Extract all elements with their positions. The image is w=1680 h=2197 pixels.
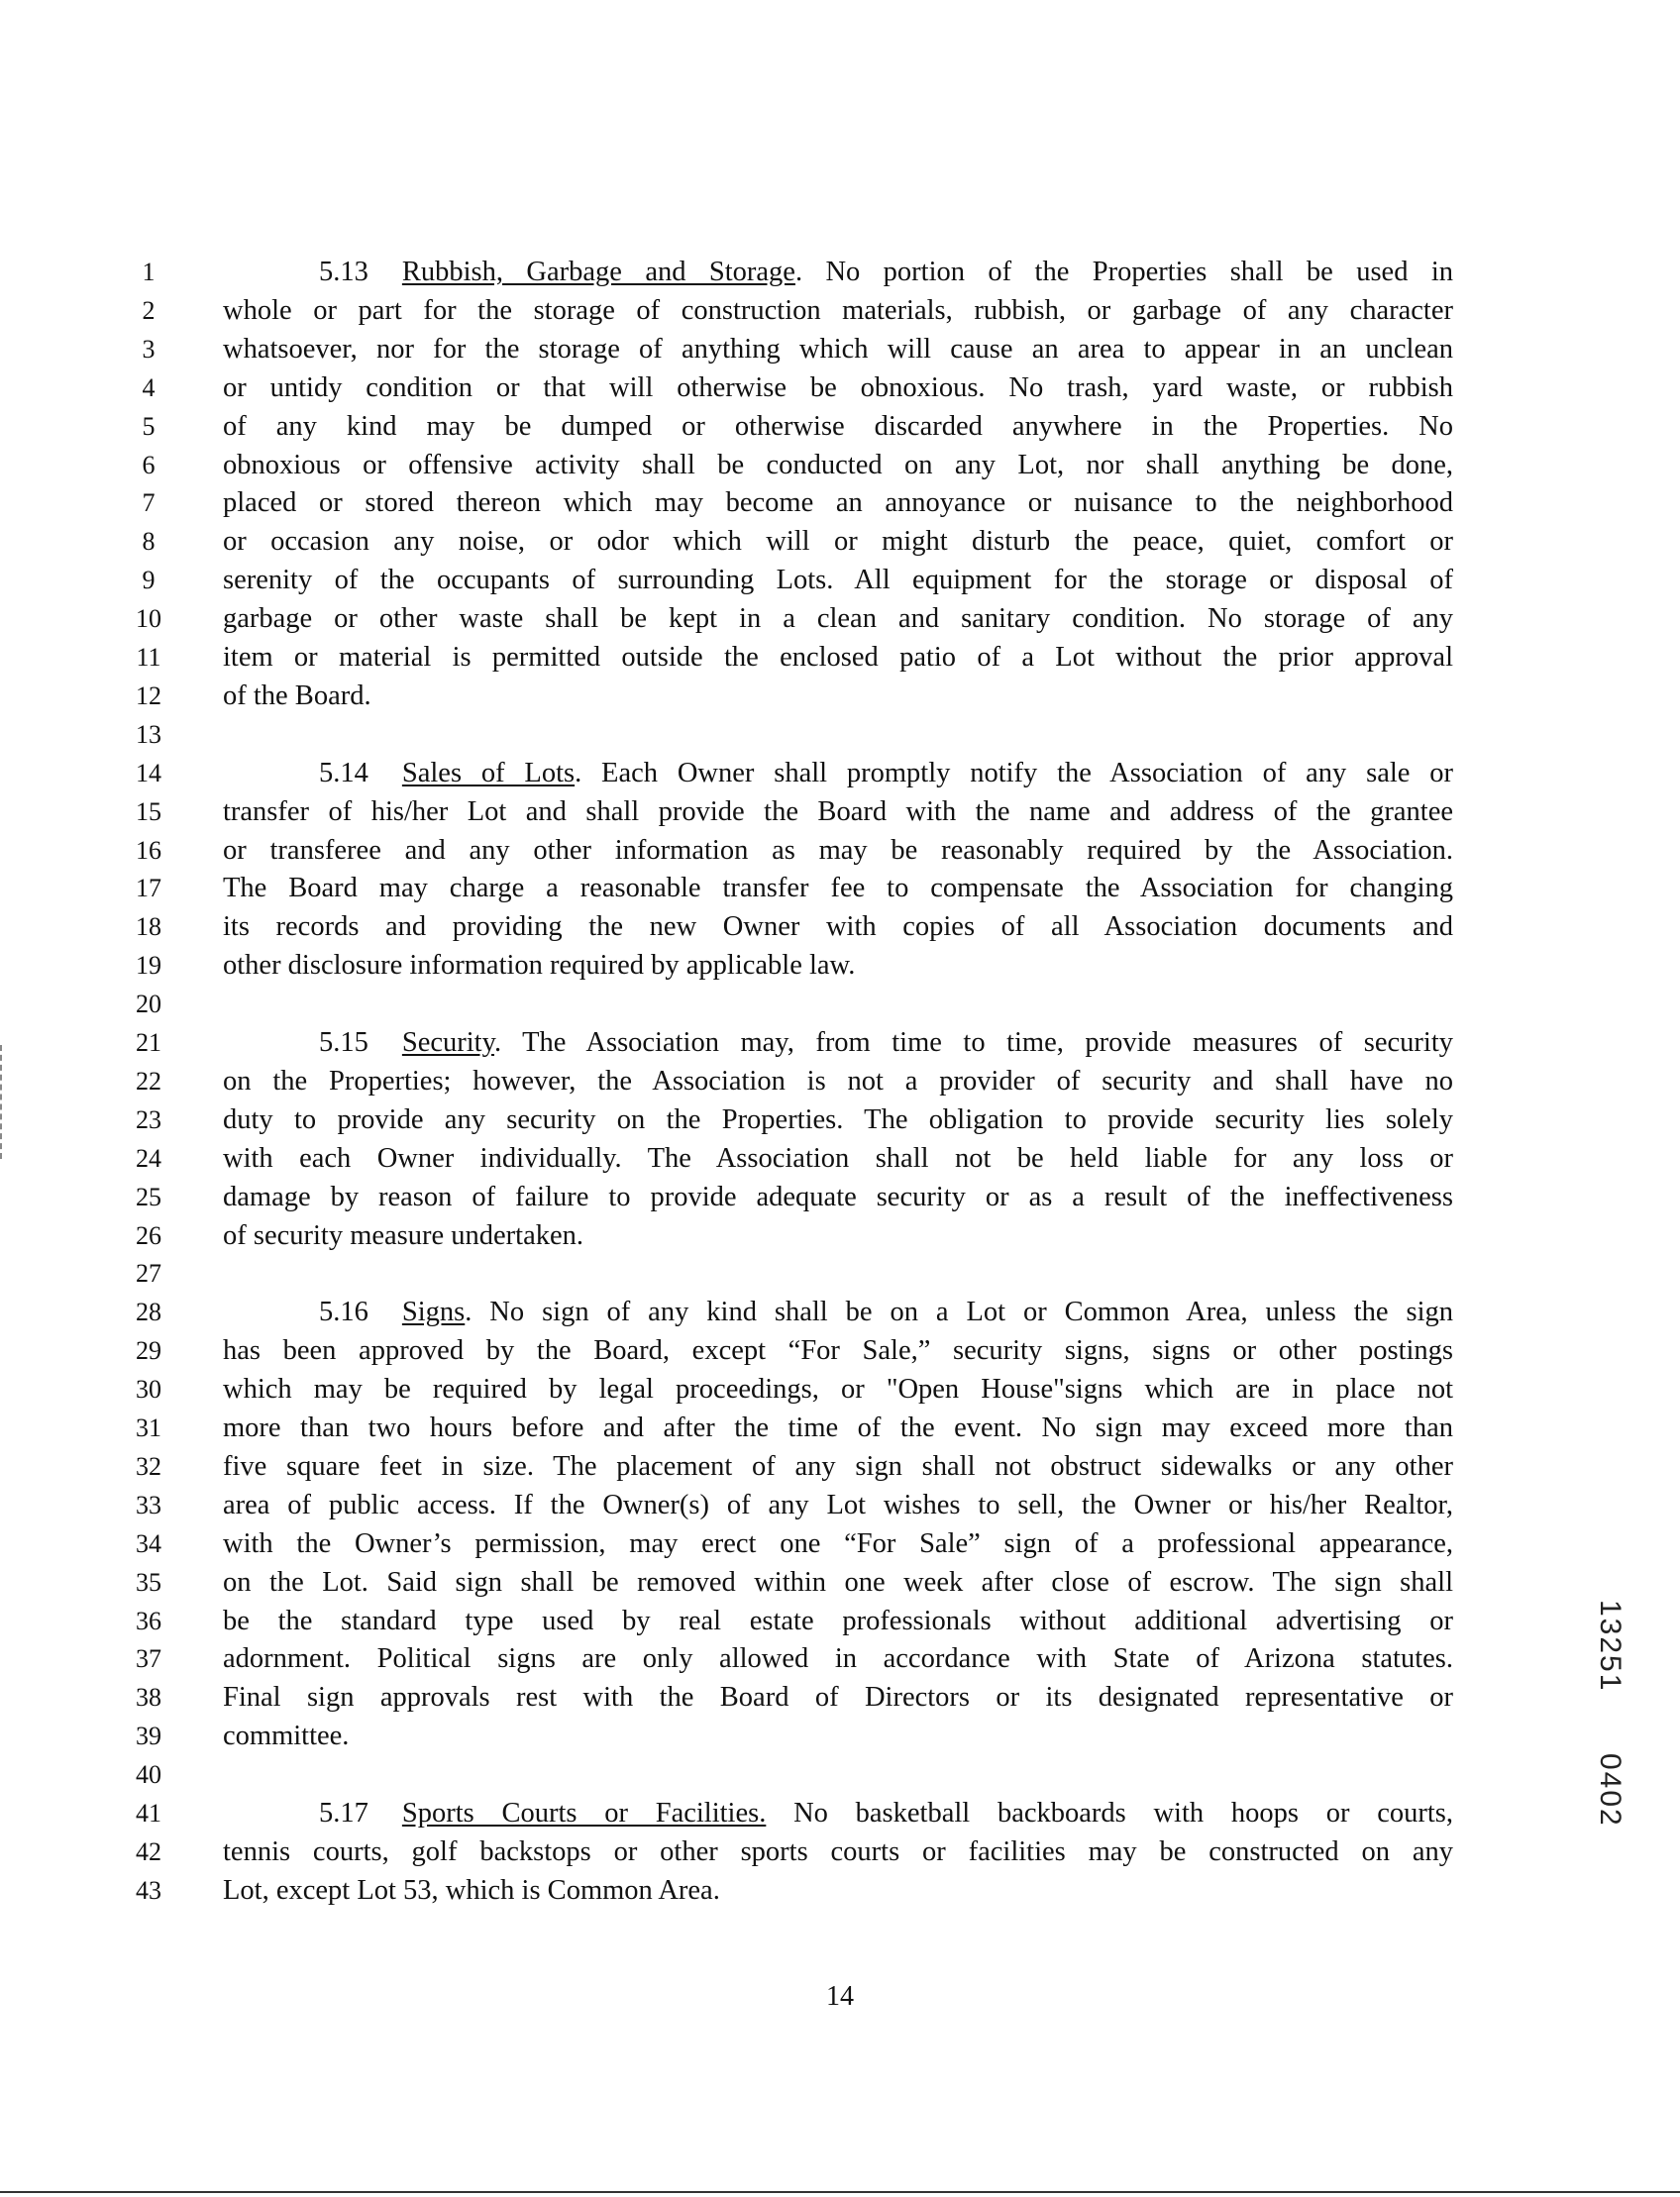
document-line xyxy=(0,946,1680,985)
line-number: 7 xyxy=(142,488,156,518)
line-number: 20 xyxy=(136,990,161,1019)
document-line xyxy=(0,754,1680,792)
line-text xyxy=(319,1794,1453,1832)
line-text: which may be required by legal proceedings, or "Open House"signs which are in place not xyxy=(223,1374,1453,1406)
scan-edge-mark xyxy=(0,1045,4,1159)
line-number: 15 xyxy=(136,796,161,826)
line-text: or occasion any noise, or odor which will or might disturb the peace, quiet, comfort or xyxy=(223,526,1453,558)
line-text: placed or stored thereon which may become an annoyance or nuisance to the neighborhood xyxy=(223,487,1453,519)
line-number: 10 xyxy=(136,604,161,634)
line-number: 18 xyxy=(136,912,161,942)
line-text: its records and providing the new Owner with copies of all Association documents and xyxy=(223,911,1453,943)
document-line xyxy=(0,1871,1680,1910)
document-line xyxy=(0,1331,1680,1370)
section-number: 5.15 xyxy=(319,1027,368,1058)
line-number: 22 xyxy=(136,1066,161,1096)
document-line xyxy=(0,1717,1680,1755)
line-number: 43 xyxy=(136,1875,161,1905)
line-number: 33 xyxy=(136,1490,161,1519)
line-text: whatsoever, nor for the storage of anything which will cause an area to appear in an unclean xyxy=(223,333,1453,365)
line-number: 4 xyxy=(142,372,156,402)
line-text xyxy=(319,1023,1453,1062)
line-number: 31 xyxy=(136,1413,161,1442)
line-text: or untidy condition or that will otherwise be obnoxious. No trash, yard waste, or rubbish xyxy=(223,371,1453,403)
line-number: 32 xyxy=(136,1451,161,1481)
document-line xyxy=(0,1100,1680,1139)
line-number: 14 xyxy=(136,758,161,787)
line-number: 1 xyxy=(142,258,156,286)
document-line xyxy=(0,1602,1680,1640)
section-heading: Security xyxy=(401,1027,495,1058)
section-heading: Rubbish, Garbage and Storage xyxy=(401,257,795,287)
document-line xyxy=(0,985,1680,1023)
line-text: with the Owner’s permission, may erect one “For Sale” sign of a professional appearance, xyxy=(223,1527,1453,1559)
line-text: area of public access. If the Owner(s) of any Lot wishes to sell, the Owner or his/her Realtor, xyxy=(223,1489,1453,1520)
line-text: obnoxious or offensive activity shall be conducted on any Lot, nor shall anything be done, xyxy=(223,449,1453,480)
line-text: committee. xyxy=(223,1721,350,1752)
line-number: 26 xyxy=(136,1220,161,1250)
line-number: 23 xyxy=(136,1104,161,1134)
line-text: garbage or other waste shall be kept in a clean and sanitary condition. No storage of any xyxy=(223,603,1453,635)
document-line xyxy=(0,1409,1680,1447)
document-line xyxy=(0,1293,1680,1331)
document-line xyxy=(0,638,1680,677)
line-text: five square feet in size. The placement of any sign shall not obstruct sidewalks or any other xyxy=(223,1450,1453,1482)
document-line xyxy=(0,253,1680,291)
line-number: 36 xyxy=(136,1606,161,1635)
line-text: more than two hours before and after the time of the event. No sign may exceed more than xyxy=(223,1412,1453,1443)
line-number: 35 xyxy=(136,1567,161,1597)
line-number: 8 xyxy=(142,527,156,557)
line-text: of security measure undertaken. xyxy=(223,1219,584,1251)
document-line xyxy=(0,1023,1680,1062)
document-line xyxy=(0,330,1680,368)
section-body-text: No basketball backboards with hoops or courts, xyxy=(766,1798,1453,1829)
line-text: whole or part for the storage of construction materials, rubbish, or garbage of any character xyxy=(223,294,1453,326)
document-line xyxy=(0,1178,1680,1216)
document-line xyxy=(0,368,1680,407)
document-line xyxy=(0,1254,1680,1293)
document-line xyxy=(0,1139,1680,1178)
line-text: adornment. Political signs are only allowed in accordance with State of Arizona statutes. xyxy=(223,1643,1453,1675)
line-number: 29 xyxy=(136,1336,161,1366)
line-number: 12 xyxy=(136,680,161,710)
recording-stamp xyxy=(1595,1600,1625,1828)
document-line xyxy=(0,831,1680,870)
recording-stamp-part: 0402 xyxy=(1594,1753,1627,1829)
line-text: The Board may charge a reasonable transfer fee to compensate the Association for changing xyxy=(223,873,1453,904)
line-text: transfer of his/her Lot and shall provide the Board with the name and address of the grantee xyxy=(223,795,1453,827)
line-text: with each Owner individually. The Association shall not be held liable for any loss or xyxy=(223,1142,1453,1174)
document-line xyxy=(0,715,1680,754)
line-number: 16 xyxy=(136,835,161,865)
document-line xyxy=(0,1062,1680,1100)
section-heading: Sports Courts or Facilities. xyxy=(401,1798,767,1829)
line-text xyxy=(319,1293,1453,1331)
document-line xyxy=(0,483,1680,522)
line-number: 41 xyxy=(136,1799,161,1828)
line-text xyxy=(319,253,1453,291)
document-line xyxy=(0,599,1680,638)
line-number: 28 xyxy=(136,1298,161,1327)
line-number: 6 xyxy=(142,450,156,479)
document-line xyxy=(0,907,1680,946)
page-number: 14 xyxy=(826,1981,854,2012)
section-heading: Signs xyxy=(401,1297,466,1328)
document-line xyxy=(0,1832,1680,1871)
document-line xyxy=(0,1563,1680,1602)
line-text: Final sign approvals rest with the Board of Directors or its designated representative or xyxy=(223,1682,1453,1714)
document-line xyxy=(0,407,1680,446)
line-number: 27 xyxy=(136,1259,161,1289)
document-line xyxy=(0,446,1680,484)
line-number: 11 xyxy=(136,643,161,672)
line-number: 40 xyxy=(136,1760,161,1790)
document-line xyxy=(0,1639,1680,1678)
section-body-text: . No sign of any kind shall be on a Lot or Common Area, unless the sign xyxy=(465,1297,1453,1328)
scan-bottom-edge xyxy=(0,2191,1680,2193)
document-line xyxy=(0,1794,1680,1832)
document-line xyxy=(0,1678,1680,1717)
line-text: of the Board. xyxy=(223,680,371,711)
line-text: Lot, except Lot 53, which is Common Area. xyxy=(223,1874,720,1906)
document-line xyxy=(0,1755,1680,1794)
line-text: damage by reason of failure to provide adequate security or as a result of the ineffectiveness xyxy=(223,1181,1453,1212)
line-number: 34 xyxy=(136,1528,161,1558)
line-text: be the standard type used by real estate professionals without additional advertising or xyxy=(223,1605,1453,1636)
section-number: 5.16 xyxy=(319,1297,368,1328)
line-text: of any kind may be dumped or otherwise discarded anywhere in the Properties. No xyxy=(223,410,1453,442)
line-number: 19 xyxy=(136,951,161,981)
line-text: tennis courts, golf backstops or other sports courts or facilities may be constructed on any xyxy=(223,1835,1453,1867)
line-text: duty to provide any security on the Properties. The obligation to provide security lies solely xyxy=(223,1103,1453,1135)
document-line xyxy=(0,869,1680,907)
document-line xyxy=(0,1216,1680,1255)
document-line xyxy=(0,792,1680,831)
line-number: 38 xyxy=(136,1683,161,1713)
line-text: serenity of the occupants of surrounding Lots. All equipment for the storage or disposal of xyxy=(223,565,1453,596)
line-text: has been approved by the Board, except “For Sale,” security signs, signs or other postings xyxy=(223,1335,1453,1367)
line-number: 13 xyxy=(136,719,161,749)
section-body-text: . The Association may, from time to time, provide measures of security xyxy=(494,1027,1453,1058)
document-line xyxy=(0,1524,1680,1563)
document-line xyxy=(0,677,1680,715)
section-number: 5.14 xyxy=(319,757,368,788)
document-line xyxy=(0,291,1680,330)
line-text: item or material is permitted outside the enclosed patio of a Lot without the prior approval xyxy=(223,642,1453,673)
line-number: 42 xyxy=(136,1836,161,1866)
document-line xyxy=(0,561,1680,599)
line-number: 39 xyxy=(136,1722,161,1751)
line-number: 24 xyxy=(136,1143,161,1173)
document-line xyxy=(0,1447,1680,1486)
line-text: on the Properties; however, the Association is not a provider of security and shall have no xyxy=(223,1065,1453,1097)
line-number: 5 xyxy=(142,411,156,441)
line-number: 37 xyxy=(136,1644,161,1674)
line-number: 21 xyxy=(136,1028,161,1057)
line-number: 9 xyxy=(142,566,156,595)
line-text: or transferee and any other information as may be reasonably required by the Association. xyxy=(223,834,1453,866)
line-number: 2 xyxy=(142,295,156,325)
line-text: on the Lot. Said sign shall be removed within one week after close of escrow. The sign shall xyxy=(223,1566,1453,1598)
line-text xyxy=(319,754,1453,792)
line-number: 30 xyxy=(136,1375,161,1405)
section-body-text: . No portion of the Properties shall be used in xyxy=(794,257,1454,287)
document-line xyxy=(0,1370,1680,1409)
document-line xyxy=(0,1486,1680,1524)
section-number: 5.17 xyxy=(319,1798,368,1829)
document-line xyxy=(0,522,1680,561)
recording-stamp-part: 13251 xyxy=(1594,1600,1627,1693)
section-body-text: . Each Owner shall promptly notify the Association of any sale or xyxy=(575,757,1453,788)
line-number: 3 xyxy=(142,334,156,364)
line-text: other disclosure information required by applicable law. xyxy=(223,950,856,982)
line-number: 25 xyxy=(136,1182,161,1211)
section-number: 5.13 xyxy=(319,257,368,287)
line-number: 17 xyxy=(136,874,161,903)
section-heading: Sales of Lots xyxy=(401,757,576,788)
